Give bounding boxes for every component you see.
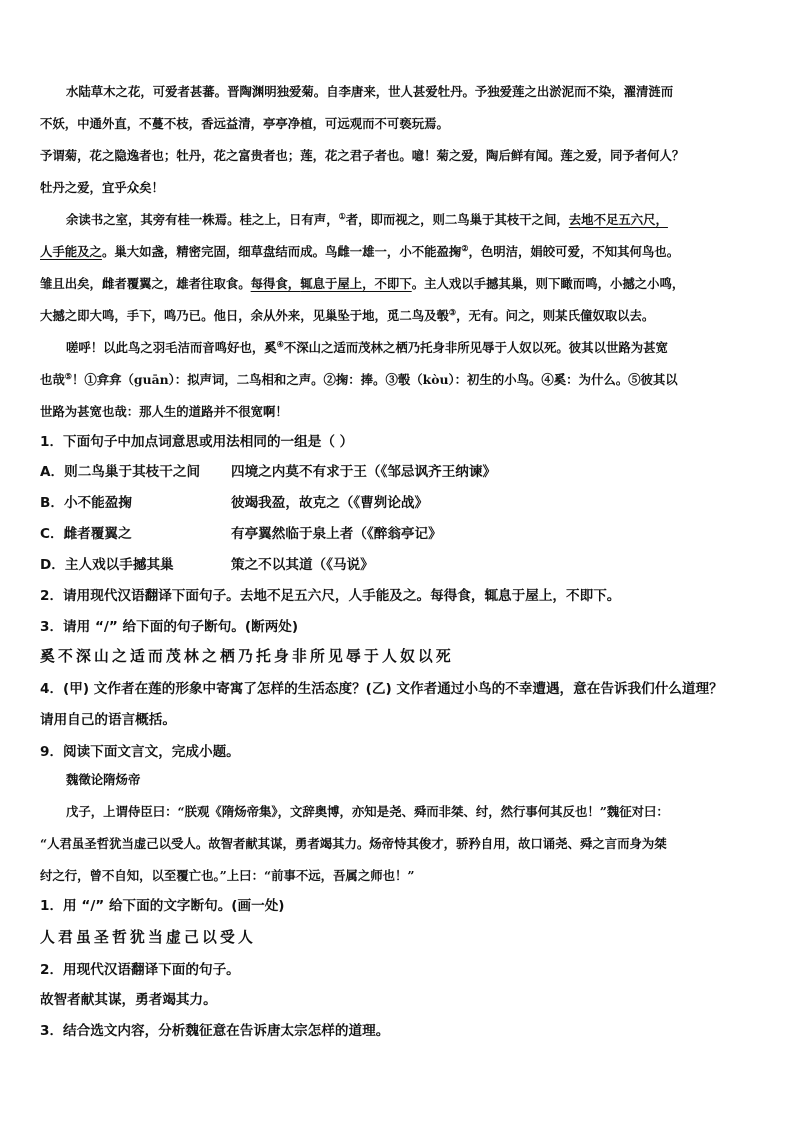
section-9-heading: 9．阅读下面文言文，完成小题。 [40, 744, 240, 760]
question-2: 2．请用现代汉语翻译下面句子。去地不足五六尺，人手能及之。每得食，辄息于屋上，不即下。 [40, 588, 621, 604]
option-d-left: D．主人戏以手撼其巢 [40, 557, 174, 573]
question-4-line-2: 请用自己的语言概括。 [40, 712, 176, 728]
footnote-marker: ④ [276, 338, 284, 349]
text-segment: 者，即而视之，则二鸟巢于其枝干之间， [345, 212, 569, 227]
s9-question-2: 2．用现代汉语翻译下面的句子。 [40, 962, 240, 978]
option-d-right: 策之不以其道（《马说》 [231, 557, 374, 573]
passage-a-line-3: 予谓菊，花之隐逸者也；牡丹，花之富贵者也；莲，花之君子者也。噫！菊之爱，陶后鲜有闻。莲之爱，同予者何人？ [40, 148, 685, 163]
text-segment: 嗟呼！以此鸟之羽毛洁而音鸣好也，奚 [66, 340, 277, 355]
s9-question-1: 1．用 “/” 给下面的文字断句。(画一处) [40, 898, 285, 914]
question-3-sentence: 奚不深山之适而茂林之栖乃托身非所见辱于人奴以死 [40, 648, 454, 665]
option-a-left: A．则二鸟巢于其枝干之间 [40, 464, 201, 480]
option-c-right: 有亭翼然临于泉上者（《醉翁亭记》 [231, 526, 442, 542]
underlined-phrase: 去地不足五六尺， [568, 212, 668, 227]
section-9-line-3: 纣之行，曾不自知，以至覆亡也。”上曰：“前事不远，吾属之师也！” [40, 868, 415, 883]
section-9-line-1: 戊子，上谓侍臣曰：“朕观《隋炀帝集》，文辞奥博，亦知是尧、舜而非桀、纣，然行事何其反也！”魏征对曰： [66, 804, 669, 819]
passage-b-line-3 [40, 274, 684, 292]
text-segment: ！①弇弇（guān）：拟声词，二鸟相和之声。②掬：捧。③彀（kòu）：初生的小鸟。④奚：为什么。⑤彼其以 [71, 372, 678, 387]
underlined-phrase: 每得食， [250, 276, 301, 291]
footnote-marker: ③ [448, 306, 457, 317]
passage-b-line-2 [40, 242, 679, 260]
underlined-phrase: 辄息于屋上，不即下 [300, 276, 412, 291]
option-a-right: 四境之内莫不有求于王（《邹忌讽齐王纳谏》 [231, 464, 497, 480]
passage-a-line-1: 水陆草木之花，可爱者甚蕃。晋陶渊明独爱菊。自李唐来，世人甚爱牡丹。予独爱莲之出淤泥而不染，濯清涟而 [66, 84, 674, 99]
text-segment: 余读书之室，其旁有桂一株焉。桂之上，日有声， [66, 212, 339, 227]
passage-b-line-5 [66, 338, 668, 356]
question-1: 1．下面句子中加点词意思或用法相同的一组是（ ） [40, 434, 354, 450]
text-segment: ，色明洁，娟皎可爱，不知其何鸟也。 [468, 244, 680, 259]
underlined-phrase: 人手能及之 [40, 244, 102, 259]
text-segment: 雏且出矣，雌者覆翼之，雄者往取食。 [40, 276, 251, 291]
passage-a-line-2: 不妖，中通外直，不蔓不枝，香远益清，亭亭净植，可远观而不可亵玩焉。 [40, 116, 449, 131]
text-segment: 。主人戏以手撼其巢，则下瞰而鸣，小撼之小鸣， [411, 276, 685, 291]
s9-question-2-sentence: 故智者献其谋，勇者竭其力。 [40, 992, 217, 1008]
section-9-line-2: “人君虽圣哲犹当虚己以受人。故智者献其谋，勇者竭其力。炀帝恃其俊才，骄矜自用，故口诵尧、舜之言而身为桀 [40, 836, 667, 851]
footnote-marker: ② [461, 242, 469, 253]
text-segment: 大撼之即大鸣，手下，鸣乃已。他日，余从外来，见巢坠于地，觅二鸟及彀 [40, 308, 449, 323]
option-c-left: C．雌者覆翼之 [40, 526, 132, 542]
text-segment: 也哉 [40, 372, 65, 387]
passage-b-line-4 [40, 306, 654, 324]
section-9-title: 魏徵论隋炀帝 [66, 772, 141, 787]
footnote-marker: ① [338, 210, 346, 221]
option-b-left: B．小不能盈掬 [40, 495, 132, 511]
s9-question-1-sentence: 人君虽圣哲犹当虚己以受人 [40, 929, 256, 946]
passage-b-line-1 [66, 210, 668, 228]
text-segment: ，无有。问之，则某氏僮奴取以去。 [456, 308, 655, 323]
text-segment: 。巢大如盏，精密完固，细草盘结而成。鸟雌一雄一，小不能盈掬 [101, 244, 462, 259]
question-3: 3．请用 “/” 给下面的句子断句。(断两处) [40, 619, 299, 635]
option-b-right: 彼竭我盈，故克之（《曹刿论战》 [231, 495, 429, 511]
question-4-line-1: 4．(甲) 文作者在莲的形象中寄寓了怎样的生活态度？(乙) 文作者通过小鸟的不幸遭遇，意在告诉我们什么道理？ [40, 681, 723, 697]
footnote-marker: ⑤ [64, 370, 72, 381]
passage-b-line-7: 世路为甚宽也哉：那人生的道路并不很宽啊！ [40, 404, 288, 419]
passage-b-line-6 [40, 370, 678, 388]
s9-question-3: 3．结合选文内容，分析魏征意在告诉唐太宗怎样的道理。 [40, 1023, 390, 1039]
passage-a-line-4: 牡丹之爱，宜乎众矣！ [40, 180, 164, 195]
text-segment: 不深山之适而茂林之栖乃托身非所见辱于人奴以死。彼其以世路为甚宽 [283, 340, 668, 355]
